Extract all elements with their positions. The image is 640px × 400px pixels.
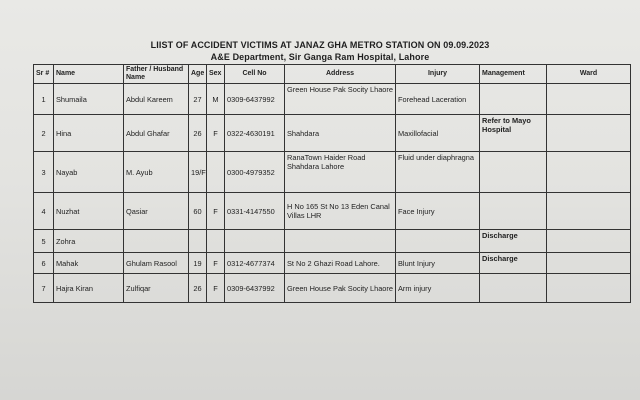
- cell-guardian: Qasiar: [124, 193, 189, 230]
- cell-management: [480, 84, 547, 115]
- col-header-management: Management: [480, 65, 547, 84]
- cell-sr: 1: [34, 84, 54, 115]
- cell-sex: F: [207, 193, 225, 230]
- cell-ward: [547, 84, 631, 115]
- cell-guardian: Abdul Ghafar: [124, 115, 189, 152]
- cell-name: Hina: [54, 115, 124, 152]
- cell-address: [285, 230, 396, 253]
- cell-sr: 7: [34, 274, 54, 303]
- cell-address: Green House Pak Socity Lhaore: [285, 274, 396, 303]
- cell-age: 19/F: [189, 152, 207, 193]
- cell-guardian: Zulfiqar: [124, 274, 189, 303]
- cell-name: Mahak: [54, 253, 124, 274]
- cell-sex: [207, 152, 225, 193]
- cell-sex: [207, 230, 225, 253]
- document-title: LIIST OF ACCIDENT VICTIMS AT JANAZ GHA METRO STATION ON 09.09.2023: [150, 40, 490, 50]
- cell-name: Shumaila: [54, 84, 124, 115]
- col-header-guardian: Father / Husband Name: [124, 65, 189, 84]
- cell-guardian: M. Ayub: [124, 152, 189, 193]
- cell-ward: [547, 152, 631, 193]
- table-row: [34, 152, 631, 193]
- col-header-name: Name: [54, 65, 124, 84]
- cell-injury: Arm injury: [396, 274, 480, 303]
- cell-phone: 0322-4630191: [225, 115, 285, 152]
- cell-ward: [547, 230, 631, 253]
- cell-guardian: Ghulam Rasool: [124, 253, 189, 274]
- cell-sr: 4: [34, 193, 54, 230]
- cell-phone: [225, 230, 285, 253]
- cell-phone: 0331-4147550: [225, 193, 285, 230]
- cell-management: [480, 274, 547, 303]
- cell-address: Shahdara: [285, 115, 396, 152]
- cell-address: RanaTown Haider Road Shahdara Lahore: [285, 152, 396, 193]
- cell-phone: 0300-4979352: [225, 152, 285, 193]
- cell-guardian: Abdul Kareem: [124, 84, 189, 115]
- table-row: [34, 115, 631, 152]
- cell-age: 19: [189, 253, 207, 274]
- cell-age: [189, 230, 207, 253]
- cell-injury: Face Injury: [396, 193, 480, 230]
- cell-sr: 2: [34, 115, 54, 152]
- cell-management: Refer to Mayo Hospital: [480, 115, 547, 152]
- table-row: [34, 274, 631, 303]
- cell-injury: Forehead Laceration: [396, 84, 480, 115]
- cell-injury: Blunt Injury: [396, 253, 480, 274]
- document-subtitle: A&E Department, Sir Ganga Ram Hospital, Lahore: [210, 52, 430, 62]
- cell-address: H No 165 St No 13 Eden Canal Villas LHR: [285, 193, 396, 230]
- table-row: [34, 84, 631, 115]
- cell-sex: F: [207, 274, 225, 303]
- cell-management: [480, 193, 547, 230]
- cell-sr: 5: [34, 230, 54, 253]
- cell-age: 60: [189, 193, 207, 230]
- cell-ward: [547, 253, 631, 274]
- cell-address: Green House Pak Socity Lhaore: [285, 84, 396, 115]
- cell-phone: 0309-6437992: [225, 84, 285, 115]
- cell-sex: F: [207, 115, 225, 152]
- cell-management: Discharge: [480, 230, 547, 253]
- col-header-ward: Ward: [547, 65, 631, 84]
- cell-name: Nayab: [54, 152, 124, 193]
- col-header-injury: Injury: [396, 65, 480, 84]
- cell-injury: Maxillofacial: [396, 115, 480, 152]
- cell-management: [480, 152, 547, 193]
- cell-sex: M: [207, 84, 225, 115]
- col-header-address: Address: [285, 65, 396, 84]
- cell-address: St No 2 Ghazi Road Lahore.: [285, 253, 396, 274]
- table-row: [34, 253, 631, 274]
- cell-age: 27: [189, 84, 207, 115]
- col-header-sex: Sex: [207, 65, 225, 84]
- cell-ward: [547, 115, 631, 152]
- cell-name: Hajra Kiran: [54, 274, 124, 303]
- cell-name: Zohra: [54, 230, 124, 253]
- cell-ward: [547, 274, 631, 303]
- cell-age: 26: [189, 115, 207, 152]
- cell-age: 26: [189, 274, 207, 303]
- table-row: [34, 193, 631, 230]
- cell-sr: 6: [34, 253, 54, 274]
- cell-phone: 0312-4677374: [225, 253, 285, 274]
- cell-guardian: [124, 230, 189, 253]
- cell-name: Nuzhat: [54, 193, 124, 230]
- table-row: [34, 230, 631, 253]
- cell-ward: [547, 193, 631, 230]
- cell-phone: 0309-6437992: [225, 274, 285, 303]
- victims-table: [33, 64, 631, 303]
- cell-sex: F: [207, 253, 225, 274]
- cell-injury: [396, 230, 480, 253]
- col-header-age: Age: [189, 65, 207, 84]
- col-header-sr: Sr #: [34, 65, 54, 84]
- cell-management: Discharge: [480, 253, 547, 274]
- cell-injury: Fluid under diaphragna: [396, 152, 480, 193]
- cell-sr: 3: [34, 152, 54, 193]
- table-header-row: [34, 65, 631, 84]
- col-header-cell: Cell No: [225, 65, 285, 84]
